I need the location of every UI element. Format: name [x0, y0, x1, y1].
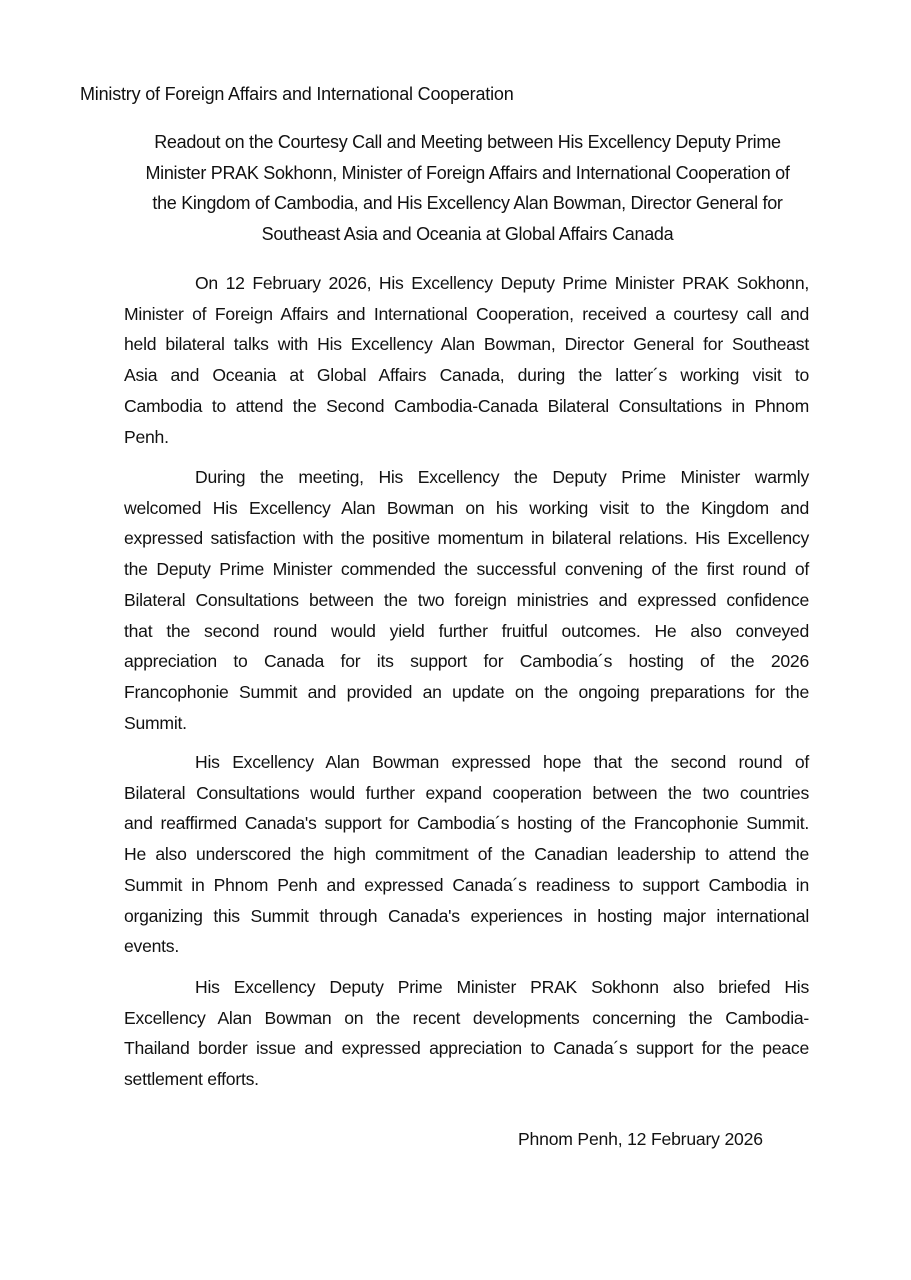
- paragraph-line: that the second round would yield further fruitful outcomes. He also conveyed: [124, 620, 809, 641]
- paragraph-line: the Deputy Prime Minister commended the successful convening of the first round of: [124, 559, 809, 580]
- paragraph-2: [124, 462, 809, 738]
- paragraph-line: Thailand border issue and expressed appreciation to Canada´s support for the peace: [124, 1038, 809, 1059]
- paragraph-line: His Excellency Alan Bowman expressed hope that the second round of: [195, 752, 809, 772]
- paragraph-line: Minister of Foreign Affairs and International Cooperation, received a courtesy call and: [124, 303, 809, 324]
- paragraph-line: welcomed His Excellency Alan Bowman on his working visit to the Kingdom and: [124, 497, 809, 518]
- paragraph-line: Asia and Oceania at Global Affairs Canada, during the latter´s working visit to: [124, 365, 809, 386]
- paragraph-line: Cambodia to attend the Second Cambodia-Canada Bilateral Consultations in Phnom: [124, 395, 809, 416]
- paragraph-3: [124, 747, 809, 962]
- title-line: Readout on the Courtesy Call and Meeting between His Excellency Deputy Prime: [154, 132, 781, 152]
- organization-header: Ministry of Foreign Affairs and International Cooperation: [80, 84, 514, 104]
- paragraph-line: expressed satisfaction with the positive momentum in bilateral relations. His Excellency: [124, 528, 809, 549]
- paragraph-line: appreciation to Canada for its support for Cambodia´s hosting of the 2026: [124, 651, 809, 672]
- paragraph-line: On 12 February 2026, His Excellency Deputy Prime Minister PRAK Sokhonn,: [195, 273, 809, 293]
- place-and-date: Phnom Penh, 12 February 2026: [518, 1129, 763, 1149]
- title-line: Southeast Asia and Oceania at Global Affairs Canada: [261, 224, 674, 245]
- paragraph-line: Summit.: [124, 712, 187, 733]
- paragraph-line: During the meeting, His Excellency the Deputy Prime Minister warmly: [195, 467, 809, 487]
- document-title: [100, 127, 835, 250]
- paragraph-line: His Excellency Deputy Prime Minister PRAK Sokhonn also briefed His: [195, 977, 809, 997]
- paragraph-line: held bilateral talks with His Excellency Alan Bowman, Director General for Southeast: [124, 334, 809, 355]
- paragraph-line: events.: [124, 936, 179, 957]
- paragraph-line: organizing this Summit through Canada's experiences in hosting major international: [124, 905, 809, 926]
- paragraph-line: Summit in Phnom Penh and expressed Canada´s readiness to support Cambodia in: [124, 874, 809, 895]
- paragraph-line: settlement efforts.: [124, 1069, 259, 1090]
- title-line: the Kingdom of Cambodia, and His Excellency Alan Bowman, Director General for: [152, 193, 783, 214]
- title-line: Minister PRAK Sokhonn, Minister of Foreign Affairs and International Cooperation of: [145, 162, 790, 183]
- paragraph-line: and reaffirmed Canada's support for Cambodia´s hosting of the Francophonie Summit.: [124, 813, 809, 834]
- paragraph-1: [124, 268, 809, 452]
- paragraph-line: Bilateral Consultations would further expand cooperation between the two countries: [124, 782, 809, 803]
- paragraph-4: [124, 972, 809, 1095]
- paragraph-line: Penh.: [124, 426, 169, 447]
- paragraph-line: Excellency Alan Bowman on the recent developments concerning the Cambodia-: [124, 1007, 809, 1028]
- paragraph-line: Francophonie Summit and provided an update on the ongoing preparations for the: [124, 681, 809, 702]
- paragraph-line: Bilateral Consultations between the two foreign ministries and expressed confidence: [124, 589, 809, 610]
- paragraph-line: He also underscored the high commitment of the Canadian leadership to attend the: [124, 844, 809, 865]
